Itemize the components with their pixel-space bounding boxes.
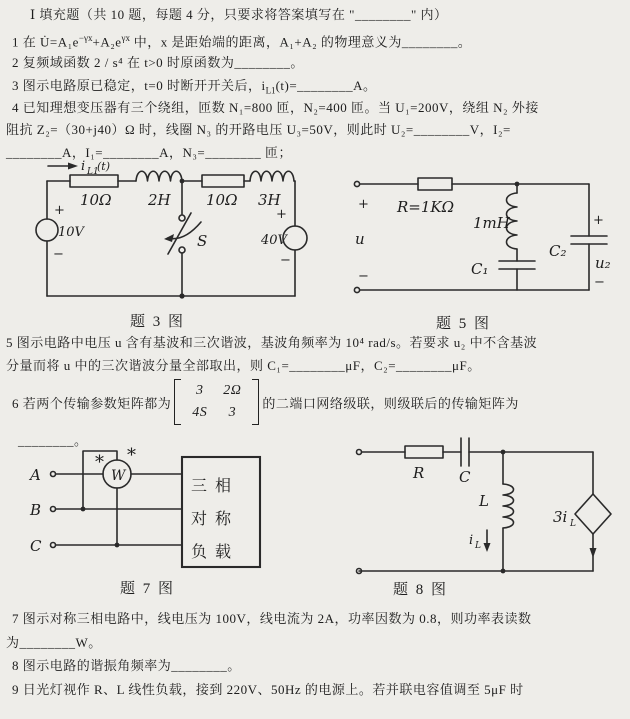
question-7-line1: 7 图示对称三相电路中，线电压为 100V，线电流为 2A，功率因数为 0.8，则功率表读数: [12, 611, 532, 626]
svg-text:1mH: 1mH: [473, 214, 510, 232]
question-3-text: 3 图示电路原已稳定，t=0 时断开开关后，$i_{L1}(t)=\_\_\_\_\_\_\_\_A$。: [12, 78, 377, 96]
dependent-current-source: [553, 452, 611, 571]
input-terminal-top: [354, 181, 359, 186]
inductor-3h: [250, 171, 294, 181]
svg-text:40V: 40V: [261, 233, 287, 248]
resistor-10ohm-right: [202, 175, 244, 187]
svg-text:C: C: [459, 468, 471, 486]
svg-text:S: S: [197, 232, 208, 250]
inductor-2h: [136, 171, 182, 181]
svg-text:−: −: [53, 247, 64, 262]
question-7-line2: 为________W。: [6, 635, 102, 650]
input-terminal-bottom: [354, 287, 359, 292]
question-2-text: 2 复频域函数 2 / s⁴ 在 t>0 时原函数为________。: [12, 55, 304, 70]
svg-text:C: C: [30, 537, 42, 555]
svg-text:R=1KΩ: R=1KΩ: [397, 198, 455, 216]
circuit-figure-q8: [345, 438, 623, 580]
svg-text:10V: 10V: [58, 225, 84, 240]
question-4-line3: ________A，I₁=________A，N₃=________ 匝；: [6, 145, 292, 160]
question-5-line1: 5 图示电路中电压 u 含有基波和三次谐波，基波角频率为 10⁴ rad/s。若要求 u₂ 中不含基波: [6, 335, 538, 350]
svg-text:3i: 3i: [553, 508, 568, 526]
circuit-figure-q5: [345, 166, 623, 308]
svg-text:−: −: [358, 269, 369, 284]
caption-fig5: 题 5 图: [436, 316, 492, 332]
svg-text:−: −: [280, 253, 291, 268]
svg-text:W: W: [111, 468, 126, 484]
svg-text:3H: 3H: [258, 191, 281, 209]
section-header: Ⅰ 填充题（共 10 题，每题 4 分，只要求将答案填写在 "________" 内）: [30, 7, 448, 22]
resistor-r1k: [418, 178, 452, 190]
svg-text:对称: 对称: [191, 509, 240, 528]
svg-text:C₁: C₁: [471, 260, 489, 278]
caption-fig8: 题 8 图: [393, 582, 449, 598]
svg-text:(t): (t): [97, 160, 111, 173]
svg-text:L: L: [570, 519, 576, 529]
capacitor-c: [461, 438, 469, 466]
capacitor-c2: [549, 184, 611, 290]
svg-text:u₂: u₂: [595, 254, 611, 272]
svg-text:i: i: [81, 159, 86, 174]
capacitor-c1: [471, 249, 535, 290]
three-phase-load-box: [182, 457, 260, 567]
svg-text:B: B: [30, 501, 42, 519]
question-6-text: 6 若两个传输参数矩阵都为 3 2Ω 4S 3 的二端口网络级联，则级联后的传输矩阵为: [12, 378, 519, 426]
terminal-a: [51, 472, 56, 477]
matrix-bracket-left: [174, 379, 181, 425]
terminal-c: [51, 543, 56, 548]
svg-text:+: +: [593, 213, 604, 228]
svg-text:三相: 三相: [191, 476, 240, 495]
terminal-b: [51, 507, 56, 512]
polarity-star-right: *: [127, 445, 136, 466]
svg-text:L: L: [475, 541, 481, 551]
svg-text:+: +: [54, 203, 65, 218]
question-9-text: 9 日光灯视作 R、L 线性负载，接到 220V、50Hz 的电源上。若并联电容值调至 5μF 时: [12, 682, 524, 697]
svg-text:10Ω: 10Ω: [80, 191, 112, 209]
svg-text:A: A: [30, 466, 41, 484]
svg-text:L: L: [479, 492, 489, 510]
svg-text:2H: 2H: [148, 191, 171, 209]
svg-text:−: −: [594, 275, 605, 290]
circuit-figure-q7: [25, 441, 325, 579]
transmission-matrix: 3 2Ω 4S 3: [174, 379, 259, 425]
polarity-star-left: *: [95, 452, 104, 473]
resistor-r: [405, 446, 443, 458]
question-4-line1: 4 已知理想变压器有三个绕组，匝数 N₁=800 匝，N₂=400 匝。当 U₁=200V，绕组 N₂ 外接: [12, 100, 539, 115]
svg-text:u: u: [355, 230, 365, 248]
svg-text:10Ω: 10Ω: [206, 191, 238, 209]
question-8-text: 8 图示电路的谐振角频率为________。: [12, 658, 241, 673]
voltage-source-10v: [36, 181, 86, 296]
svg-text:L1: L1: [87, 167, 99, 177]
caption-fig3: 题 3 图: [130, 314, 186, 330]
circuit-figure-q3: [18, 158, 348, 308]
question-1-text: 1 在 $U̇=A_1e^{-\gamma x}+A_2e^{\gamma x}$ 中，x 是距始端的距离，A₁+A₂ 的物理意义为________。: [12, 33, 472, 50]
inductor-l: [469, 452, 514, 573]
terminal-top-left: [357, 450, 362, 455]
svg-text:负载: 负载: [191, 542, 240, 561]
svg-text:R: R: [413, 464, 425, 482]
svg-text:+: +: [276, 207, 287, 222]
svg-text:i: i: [469, 533, 474, 548]
caption-fig7: 题 7 图: [120, 581, 176, 597]
question-5-line2: 分量而将 u 中的三次谐波分量全部取出，则 C₁=________μF，C₂=________μF。: [6, 358, 481, 373]
matrix-bracket-right: [252, 379, 259, 425]
wattmeter: [81, 445, 136, 547]
svg-text:+: +: [358, 197, 369, 212]
question-4-line2: 阻抗 Z₂=（30+j40）Ω 时，线圈 N₃ 的开路电压 U₃=50V，则此时 U₂=________V，I₂=: [6, 122, 511, 137]
svg-text:C₂: C₂: [549, 242, 567, 260]
inductor-1mh: [473, 184, 517, 249]
question-6-blank: ________。: [18, 433, 88, 448]
